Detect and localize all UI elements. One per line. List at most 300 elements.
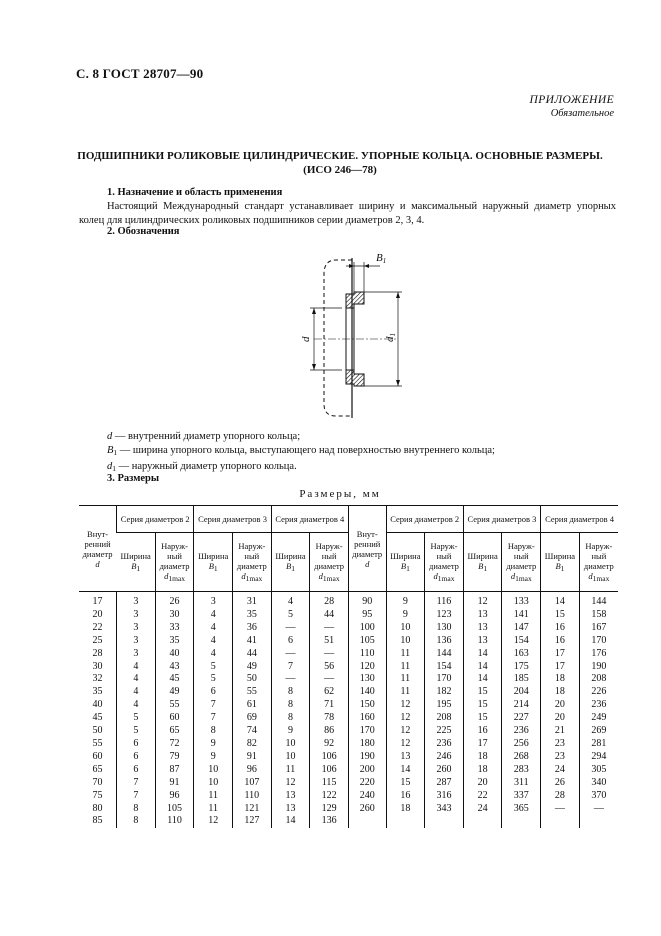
- table-cell: 281: [579, 738, 618, 751]
- table-cell: 115: [310, 777, 349, 790]
- section-1-text: Настоящий Международный стандарт устанавливает ширину и максимальный наружный диаметр упорных колец для цилиндрических роликовых подшипников серии диаметров 2, 3, 4.: [79, 201, 616, 226]
- table-cell: 12: [194, 815, 233, 828]
- table-cell: 14: [541, 592, 580, 609]
- table-cell: 10: [271, 738, 310, 751]
- table-cell: 195: [425, 699, 464, 712]
- table-row: [79, 751, 618, 764]
- table-cell: 85: [92, 815, 103, 827]
- table-cell: 61: [233, 699, 272, 712]
- table-cell: 225: [425, 725, 464, 738]
- table-cell: 25: [92, 634, 103, 646]
- col-width: Ширина B1: [194, 533, 233, 592]
- table-cell: 92: [310, 738, 349, 751]
- appendix-status: Обязательное: [550, 108, 614, 119]
- table-cell: 4: [194, 609, 233, 622]
- table-cell: 17: [463, 738, 502, 751]
- table-cell: 32: [92, 673, 103, 685]
- table-row: [79, 815, 618, 828]
- table-cell: 10: [194, 764, 233, 777]
- table-cell: [502, 815, 541, 828]
- table-cell: 13: [463, 609, 502, 622]
- table-cell: 22: [463, 790, 502, 803]
- table-cell: 150: [348, 699, 386, 712]
- table-cell: 190: [579, 661, 618, 674]
- document-title: ПОДШИПНИКИ РОЛИКОВЫЕ ЦИЛИНДРИЧЕСКИЕ. УПОРНЫЕ КОЛЬЦА. ОСНОВНЫЕ РАЗМЕРЫ.: [77, 150, 603, 162]
- section-1-heading: 1. Назначение и область применения: [107, 187, 283, 198]
- table-cell: 11: [386, 648, 425, 661]
- table-cell: 246: [425, 751, 464, 764]
- table-cell: 160: [348, 712, 386, 725]
- table-cell: 8: [271, 686, 310, 699]
- table-cell: 200: [348, 764, 386, 777]
- table-cell: 15: [541, 609, 580, 622]
- col-width: Ширина B1: [120, 550, 151, 573]
- table-cell: 15: [386, 777, 425, 790]
- table-cell: 96: [155, 790, 194, 803]
- col-width: Ширина B1: [271, 533, 310, 592]
- table-cell: —: [271, 622, 310, 635]
- table-cell: 11: [386, 661, 425, 674]
- table-cell: 107: [233, 777, 272, 790]
- table-cell: 11: [386, 686, 425, 699]
- table-cell: 18: [541, 686, 580, 699]
- col-outer-diameter: Наруж-ный диаметр d1max: [579, 533, 618, 592]
- table-cell: 180: [348, 738, 386, 751]
- page-header: С. 8 ГОСТ 28707—90: [76, 66, 204, 81]
- table-cell: 343: [425, 803, 464, 816]
- table-row: [79, 686, 618, 699]
- table-cell: 190: [348, 751, 386, 764]
- table-cell: 12: [463, 592, 502, 609]
- table-cell: 4: [271, 592, 310, 609]
- col-series-2: Серия диаметров 2: [117, 506, 194, 533]
- table-cell: 204: [502, 686, 541, 699]
- table-cell: 130: [425, 622, 464, 635]
- table-row: [79, 712, 618, 725]
- table-cell: 158: [579, 609, 618, 622]
- table-cell: 311: [502, 777, 541, 790]
- table-cell: 236: [425, 738, 464, 751]
- table-cell: 35: [233, 609, 272, 622]
- table-cell: 9: [386, 592, 425, 609]
- table-cell: 90: [348, 592, 386, 609]
- table-cell: 4: [194, 635, 233, 648]
- document-title-iso: (ИСО 246—78): [303, 164, 377, 176]
- table-cell: 70: [92, 776, 103, 788]
- col-outer-diameter: Наруж-ный диаметр d1max: [233, 533, 272, 592]
- table-cell: 10: [386, 635, 425, 648]
- table-row: [79, 648, 618, 661]
- table-cell: 141: [502, 609, 541, 622]
- table-cell: 10: [271, 751, 310, 764]
- table-cell: 20: [463, 777, 502, 790]
- table-caption: Размеры, мм: [299, 488, 381, 500]
- table-row: [79, 673, 618, 686]
- table-cell: 127: [233, 815, 272, 828]
- table-cell: 45: [155, 673, 194, 686]
- table-cell: 69: [233, 712, 272, 725]
- table-cell: 18: [463, 751, 502, 764]
- table-cell: 7: [194, 712, 233, 725]
- col-outer-diameter: Наруж-ный диаметр d1max: [310, 533, 349, 592]
- table-cell: 96: [233, 764, 272, 777]
- table-cell: 7: [194, 699, 233, 712]
- table-cell: 9: [194, 738, 233, 751]
- table-cell: 154: [425, 661, 464, 674]
- thrust-ring-diagram: [290, 248, 420, 428]
- table-cell: 40: [155, 648, 194, 661]
- table-cell: 79: [155, 751, 194, 764]
- table-cell: 16: [386, 790, 425, 803]
- table-cell: 220: [348, 777, 386, 790]
- table-cell: 18: [541, 673, 580, 686]
- table-cell: 154: [502, 635, 541, 648]
- table-cell: 4: [117, 673, 156, 686]
- legend-list: [107, 430, 495, 476]
- table-cell: 43: [155, 661, 194, 674]
- table-cell: —: [271, 648, 310, 661]
- table-cell: 8: [117, 815, 156, 828]
- table-cell: 260: [348, 803, 386, 816]
- col-outer-diameter: Наруж-ный диаметр d1max: [425, 533, 464, 592]
- table-row: [79, 699, 618, 712]
- table-cell: 11: [271, 764, 310, 777]
- table-row: [79, 609, 618, 622]
- table-cell: 226: [579, 686, 618, 699]
- table-cell: 15: [463, 699, 502, 712]
- table-cell: 13: [386, 751, 425, 764]
- table-cell: 17: [92, 596, 103, 607]
- table-cell: 110: [155, 815, 194, 828]
- table-cell: 12: [386, 699, 425, 712]
- table-cell: [541, 815, 580, 828]
- dimensions-table: [79, 505, 618, 828]
- table-cell: 7: [271, 661, 310, 674]
- table-cell: 60: [92, 750, 103, 762]
- table-cell: 214: [502, 699, 541, 712]
- table-cell: 14: [463, 648, 502, 661]
- table-cell: 28: [310, 592, 349, 609]
- table-cell: 23: [541, 751, 580, 764]
- table-cell: 20: [541, 699, 580, 712]
- col-inner-diameter: Внут-ренний диаметр d: [348, 506, 386, 592]
- table-cell: 12: [271, 777, 310, 790]
- col-width: Ширина B1: [463, 533, 502, 592]
- table-cell: 28: [541, 790, 580, 803]
- table-cell: 56: [310, 661, 349, 674]
- label-d1: d1: [384, 333, 397, 342]
- table-cell: 44: [233, 648, 272, 661]
- table-cell: 8: [117, 803, 156, 816]
- table-cell: 72: [155, 738, 194, 751]
- table-cell: 91: [155, 777, 194, 790]
- table-cell: 105: [348, 635, 386, 648]
- table-cell: 305: [579, 764, 618, 777]
- table-cell: 269: [579, 725, 618, 738]
- table-cell: 14: [463, 673, 502, 686]
- table-cell: 10: [194, 777, 233, 790]
- table-cell: 16: [463, 725, 502, 738]
- table-cell: 49: [155, 686, 194, 699]
- table-cell: 5: [194, 673, 233, 686]
- table-cell: 31: [233, 592, 272, 609]
- table-cell: 12: [386, 738, 425, 751]
- table-cell: 5: [271, 609, 310, 622]
- table-cell: 7: [117, 790, 156, 803]
- table-cell: —: [310, 673, 349, 686]
- table-row: [79, 803, 618, 816]
- table-cell: 44: [310, 609, 349, 622]
- table-row: [79, 764, 618, 777]
- table-cell: 8: [194, 725, 233, 738]
- table-cell: 5: [194, 661, 233, 674]
- table-cell: 24: [541, 764, 580, 777]
- table-row: [79, 635, 618, 648]
- table-cell: 41: [233, 635, 272, 648]
- table-cell: 18: [386, 803, 425, 816]
- table-cell: 21: [541, 725, 580, 738]
- table-cell: 176: [579, 648, 618, 661]
- table-cell: 95: [348, 609, 386, 622]
- table-cell: [425, 815, 464, 828]
- table-cell: 12: [386, 712, 425, 725]
- table-cell: 23: [541, 738, 580, 751]
- table-cell: [579, 815, 618, 828]
- table-cell: 136: [310, 815, 349, 828]
- table-cell: 3: [117, 648, 156, 661]
- table-cell: 110: [233, 790, 272, 803]
- table-cell: 74: [233, 725, 272, 738]
- table-cell: 22: [92, 621, 103, 633]
- table-cell: 170: [579, 635, 618, 648]
- table-cell: 6: [117, 751, 156, 764]
- table-cell: 365: [502, 803, 541, 816]
- table-cell: 3: [117, 609, 156, 622]
- table-cell: 60: [155, 712, 194, 725]
- table-cell: 3: [117, 635, 156, 648]
- table-cell: 87: [155, 764, 194, 777]
- table-cell: [348, 815, 386, 828]
- table-cell: 133: [502, 592, 541, 609]
- table-cell: 136: [425, 635, 464, 648]
- table-cell: 185: [502, 673, 541, 686]
- table-cell: 9: [271, 725, 310, 738]
- table-cell: 14: [463, 661, 502, 674]
- table-cell: 14: [386, 764, 425, 777]
- table-cell: 4: [194, 622, 233, 635]
- col-series-4: Серия диаметров 4: [271, 506, 348, 533]
- table-cell: 120: [348, 661, 386, 674]
- table-cell: 55: [155, 699, 194, 712]
- table-cell: 147: [502, 622, 541, 635]
- table-cell: 256: [502, 738, 541, 751]
- table-cell: 13: [463, 635, 502, 648]
- table-cell: 106: [310, 764, 349, 777]
- table-cell: 121: [233, 803, 272, 816]
- table-cell: 17: [541, 661, 580, 674]
- table-cell: 45: [92, 712, 103, 724]
- table-cell: 182: [425, 686, 464, 699]
- table-cell: 122: [310, 790, 349, 803]
- col-width: Ширина B1: [541, 533, 580, 592]
- table-cell: 110: [348, 648, 386, 661]
- table-cell: 13: [463, 622, 502, 635]
- col-outer-diameter: Наруж-ный диаметр d1max: [155, 533, 194, 592]
- table-cell: 6: [117, 738, 156, 751]
- label-d: d: [300, 336, 312, 342]
- table-cell: 106: [310, 751, 349, 764]
- table-cell: 4: [117, 686, 156, 699]
- table-cell: 33: [155, 622, 194, 635]
- table-cell: 36: [233, 622, 272, 635]
- table-cell: 4: [117, 661, 156, 674]
- table-cell: 15: [463, 686, 502, 699]
- table-cell: 11: [194, 790, 233, 803]
- legend-item-b1: $B_1$ — ширина упорного кольца, выступающего над поверхностью внутреннего кольца;: [107, 445, 495, 457]
- table-cell: 100: [348, 622, 386, 635]
- table-cell: 35: [92, 686, 103, 698]
- table-cell: 10: [386, 622, 425, 635]
- table-cell: 130: [348, 673, 386, 686]
- table-cell: 12: [386, 725, 425, 738]
- table-cell: 6: [194, 686, 233, 699]
- table-cell: 316: [425, 790, 464, 803]
- table-cell: 4: [117, 699, 156, 712]
- table-cell: 16: [541, 622, 580, 635]
- table-cell: 82: [233, 738, 272, 751]
- table-cell: 13: [271, 790, 310, 803]
- table-cell: 9: [194, 751, 233, 764]
- table-cell: 268: [502, 751, 541, 764]
- legend-item-d: d — внутренний диаметр упорного кольца;: [107, 431, 301, 442]
- table-cell: 5: [117, 712, 156, 725]
- table-cell: —: [541, 803, 580, 816]
- table-cell: 116: [425, 592, 464, 609]
- table-cell: 17: [541, 648, 580, 661]
- table-cell: 15: [463, 712, 502, 725]
- table-cell: 11: [194, 803, 233, 816]
- table-cell: 7: [117, 777, 156, 790]
- table-cell: 62: [310, 686, 349, 699]
- table-cell: 208: [425, 712, 464, 725]
- table-cell: 91: [233, 751, 272, 764]
- table-cell: 14: [271, 815, 310, 828]
- table-row: [79, 790, 618, 803]
- table-cell: 236: [502, 725, 541, 738]
- table-cell: 28: [92, 647, 103, 659]
- table-cell: 123: [425, 609, 464, 622]
- table-cell: 144: [579, 592, 618, 609]
- table-cell: 51: [310, 635, 349, 648]
- table-cell: 294: [579, 751, 618, 764]
- table-cell: 3: [117, 622, 156, 635]
- col-series-4: Серия диаметров 4: [541, 506, 618, 533]
- table-cell: 30: [155, 609, 194, 622]
- table-cell: —: [271, 673, 310, 686]
- table-cell: 24: [463, 803, 502, 816]
- table-cell: 144: [425, 648, 464, 661]
- table-cell: 49: [233, 661, 272, 674]
- table-cell: 337: [502, 790, 541, 803]
- table-cell: 6: [271, 635, 310, 648]
- table-cell: 170: [425, 673, 464, 686]
- table-cell: 75: [92, 789, 103, 801]
- table-cell: 4: [194, 648, 233, 661]
- table-cell: 163: [502, 648, 541, 661]
- table-cell: 71: [310, 699, 349, 712]
- table-cell: 50: [92, 725, 103, 737]
- table-cell: [386, 815, 425, 828]
- col-series-2: Серия диаметров 2: [386, 506, 463, 533]
- table-cell: 8: [271, 712, 310, 725]
- table-cell: 208: [579, 673, 618, 686]
- table-cell: 227: [502, 712, 541, 725]
- col-series-3: Серия диаметров 3: [194, 506, 271, 533]
- table-cell: 40: [92, 699, 103, 711]
- table-cell: 140: [348, 686, 386, 699]
- table-cell: 3: [194, 592, 233, 609]
- table-cell: 175: [502, 661, 541, 674]
- table-cell: 16: [541, 635, 580, 648]
- table-cell: 80: [92, 802, 103, 814]
- label-b1: B1: [376, 252, 387, 265]
- table-cell: 170: [348, 725, 386, 738]
- table-cell: 370: [579, 790, 618, 803]
- table-cell: 283: [502, 764, 541, 777]
- table-cell: [463, 815, 502, 828]
- table-cell: 18: [463, 764, 502, 777]
- section-3-heading: 3. Размеры: [107, 473, 160, 484]
- appendix-label: ПРИЛОЖЕНИЕ: [529, 94, 614, 106]
- table-cell: 240: [348, 790, 386, 803]
- table-cell: 5: [117, 725, 156, 738]
- col-inner-diameter: Внут-ренний диаметр d: [82, 528, 113, 569]
- col-outer-diameter: Наруж-ный диаметр d1max: [502, 533, 541, 592]
- table-cell: 20: [541, 712, 580, 725]
- table-row: [79, 725, 618, 738]
- table-cell: —: [310, 622, 349, 635]
- table-cell: 65: [155, 725, 194, 738]
- table-cell: 13: [271, 803, 310, 816]
- table-cell: 55: [92, 737, 103, 749]
- table-cell: 249: [579, 712, 618, 725]
- table-row: [79, 592, 618, 609]
- table-row: [79, 661, 618, 674]
- col-series-3: Серия диаметров 3: [463, 506, 540, 533]
- section-2-heading: 2. Обозначения: [107, 226, 180, 237]
- table-cell: 9: [386, 609, 425, 622]
- table-cell: 105: [155, 803, 194, 816]
- table-row: [79, 738, 618, 751]
- table-cell: —: [310, 648, 349, 661]
- table-cell: 55: [233, 686, 272, 699]
- table-cell: 260: [425, 764, 464, 777]
- table-cell: 26: [541, 777, 580, 790]
- table-cell: 236: [579, 699, 618, 712]
- table-cell: —: [579, 803, 618, 816]
- table-cell: 65: [92, 763, 103, 775]
- table-row: [79, 622, 618, 635]
- table-cell: 11: [386, 673, 425, 686]
- table-cell: 50: [233, 673, 272, 686]
- table-cell: 8: [271, 699, 310, 712]
- table-cell: 30: [92, 660, 103, 672]
- table-cell: 20: [92, 608, 103, 620]
- table-cell: 26: [155, 592, 194, 609]
- table-cell: 3: [117, 592, 156, 609]
- legend-item-d1: $d_1$ — наружный диаметр упорного кольца.: [107, 461, 297, 473]
- table-cell: 167: [579, 622, 618, 635]
